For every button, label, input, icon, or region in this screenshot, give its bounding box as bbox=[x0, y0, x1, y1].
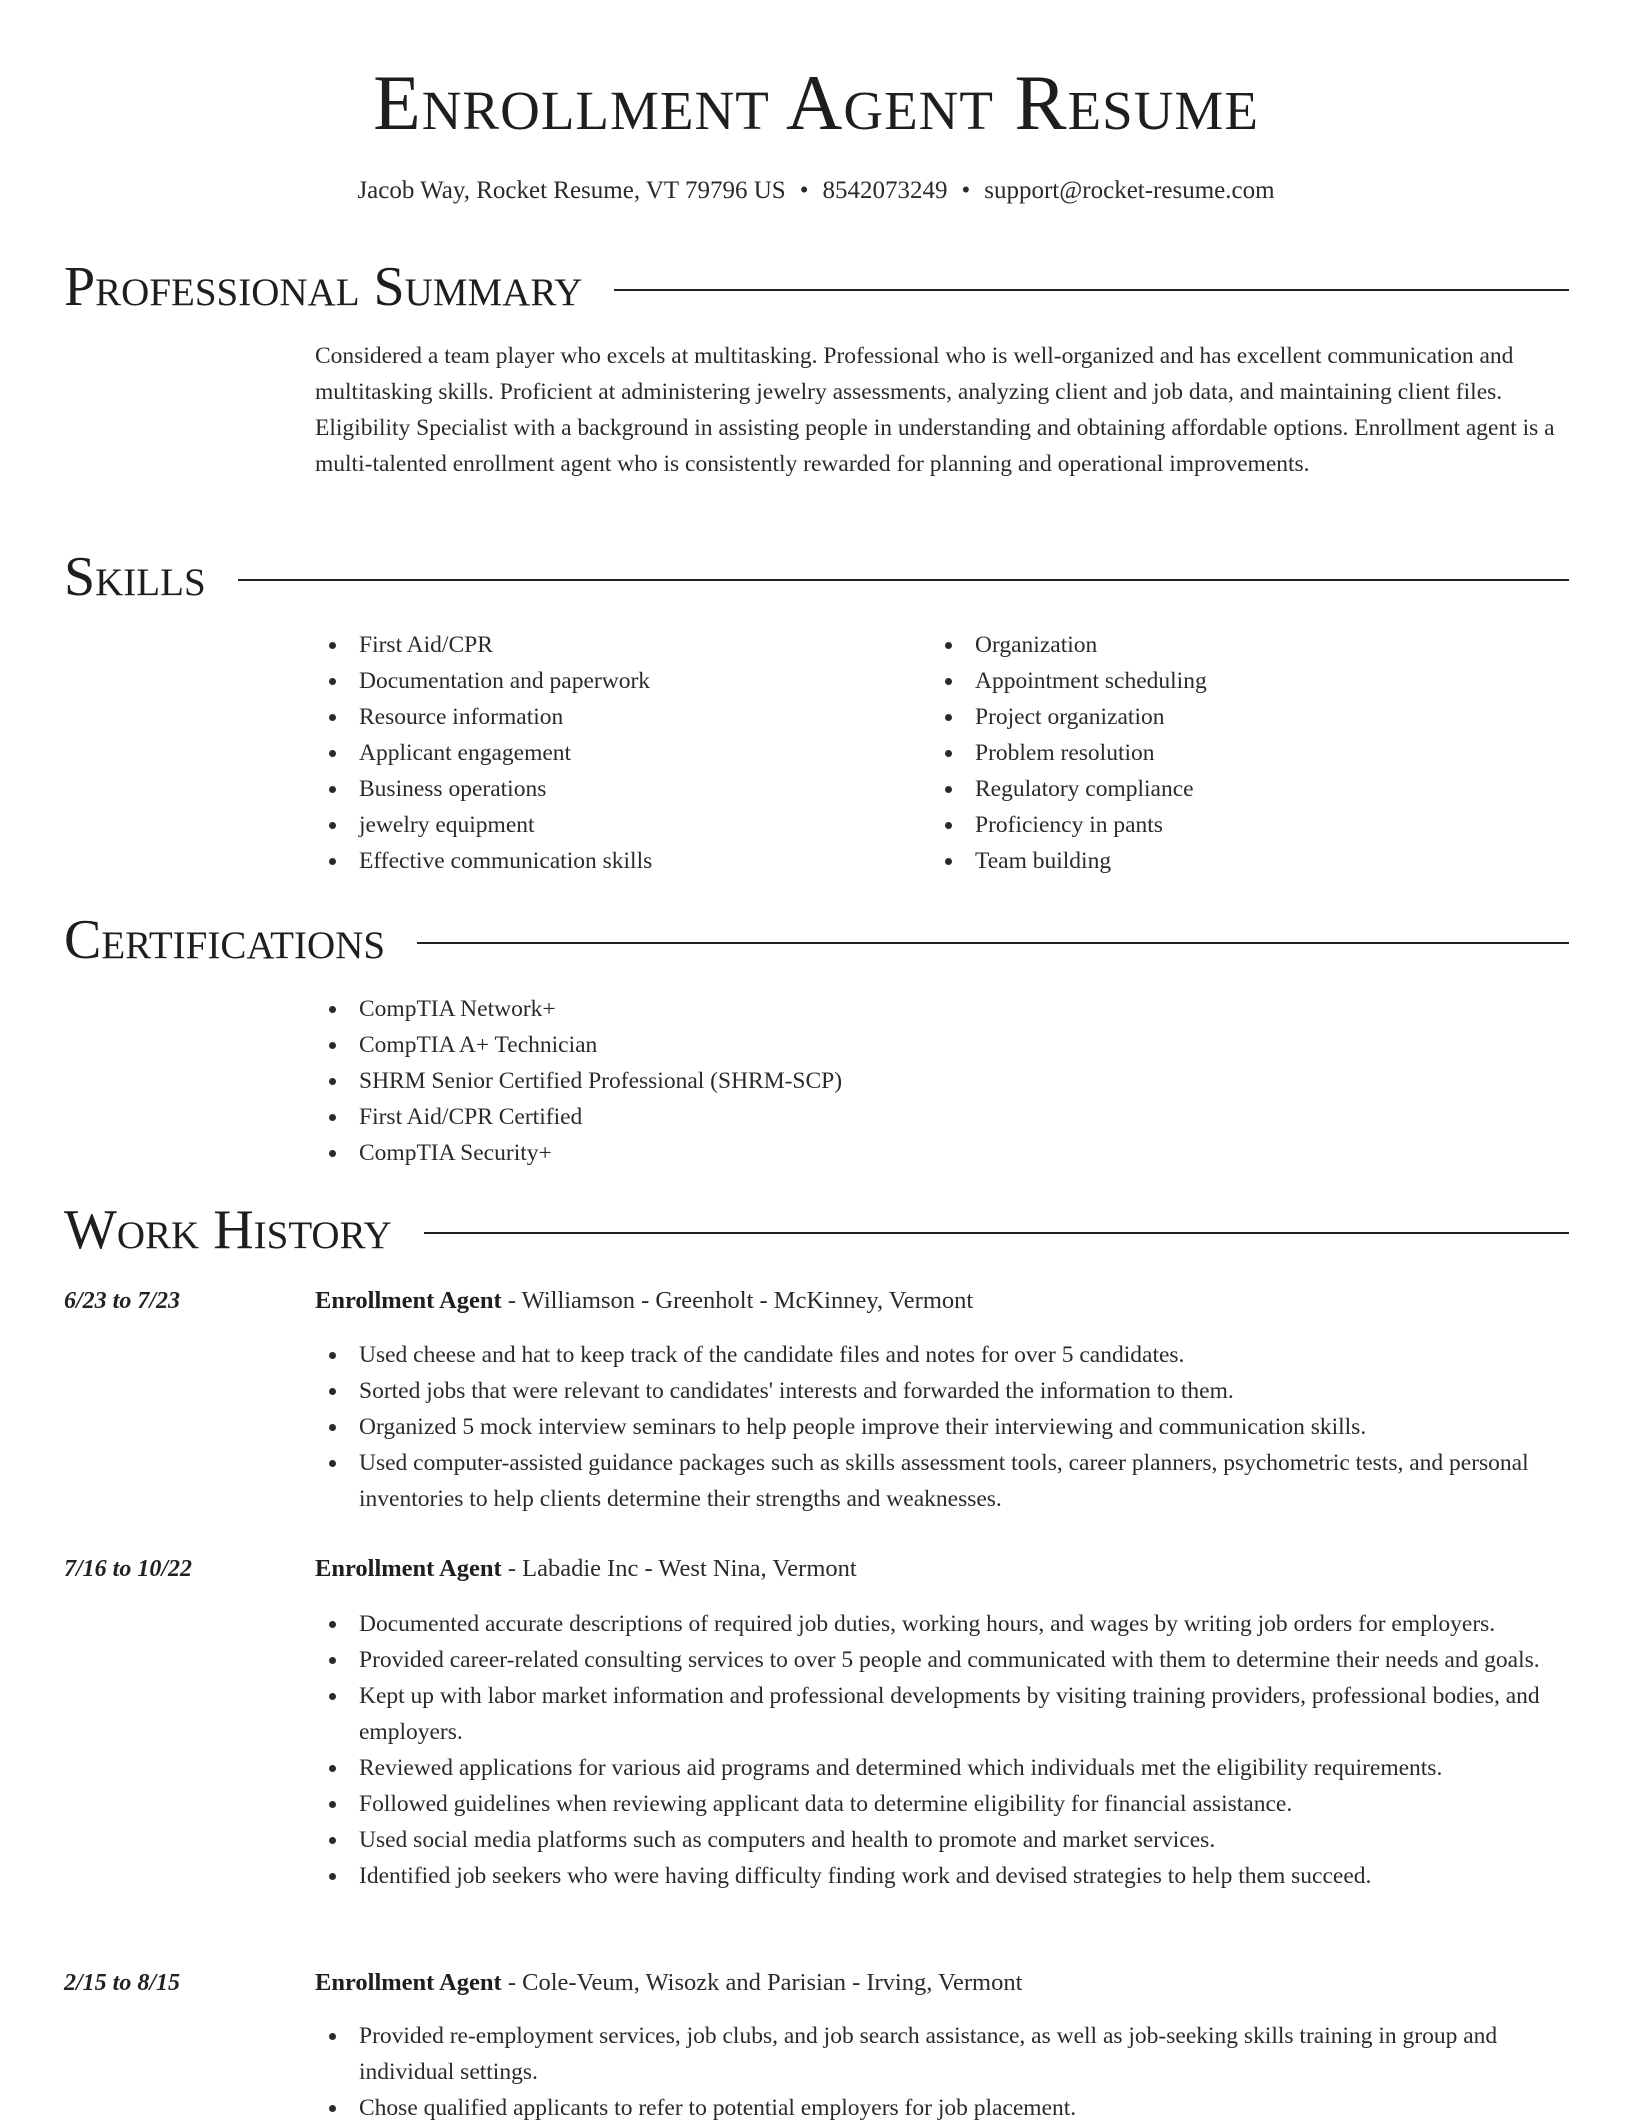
job-role: Enrollment Agent bbox=[315, 1969, 502, 1996]
skill-item: Regulatory compliance bbox=[931, 771, 1531, 807]
certification-item: CompTIA Security+ bbox=[315, 1135, 1215, 1171]
job-bullets bbox=[315, 1606, 1575, 1894]
section-divider bbox=[614, 289, 1569, 291]
certification-item: CompTIA Network+ bbox=[315, 991, 1215, 1027]
job-bullet: Reviewed applications for various aid programs and determined which individuals met the eligibility requirements. bbox=[315, 1750, 1575, 1786]
job-bullet: Used social media platforms such as computers and health to promote and market services. bbox=[315, 1822, 1575, 1858]
job-bullet: Followed guidelines when reviewing applicant data to determine eligibility for financial assistance. bbox=[315, 1786, 1575, 1822]
certification-item: SHRM Senior Certified Professional (SHRM-SCP) bbox=[315, 1063, 1215, 1099]
job-bullets bbox=[315, 2018, 1575, 2126]
skill-item: Team building bbox=[931, 843, 1531, 879]
job-employer: - Labadie Inc - West Nina, Vermont bbox=[501, 1555, 857, 1582]
job-bullet: Organized 5 mock interview seminars to help people improve their interviewing and communication skills. bbox=[315, 1409, 1575, 1445]
work-history-section-header bbox=[64, 1198, 1569, 1262]
skill-item: Business operations bbox=[315, 771, 915, 807]
job-bullet: Provided re-employment services, job clubs, and job search assistance, as well as job-seeking skills training in group and individual settings. bbox=[315, 2018, 1575, 2090]
job-bullet: Sorted jobs that were relevant to candidates' interests and forwarded the information to them. bbox=[315, 1373, 1575, 1409]
contact-address: Jacob Way, Rocket Resume, VT 79796 US bbox=[357, 177, 786, 204]
skill-item: First Aid/CPR bbox=[315, 627, 915, 663]
summary-section-header bbox=[64, 255, 1569, 319]
certifications-list bbox=[315, 991, 1215, 1171]
job-bullet: Chose qualified applicants to refer to potential employers for job placement. bbox=[315, 2090, 1575, 2126]
skills-heading: Skills bbox=[64, 546, 206, 608]
contact-line bbox=[0, 174, 1632, 208]
certification-item: CompTIA A+ Technician bbox=[315, 1027, 1215, 1063]
job-bullet: Used cheese and hat to keep track of the candidate files and notes for over 5 candidates. bbox=[315, 1337, 1575, 1373]
job-title-line bbox=[315, 1965, 1575, 2001]
job-bullet: Documented accurate descriptions of required job duties, working hours, and wages by writing job orders for employers. bbox=[315, 1606, 1575, 1642]
job-bullet: Kept up with labor market information and professional developments by visiting training providers, professional bodies, and employers. bbox=[315, 1678, 1575, 1750]
certifications-heading: Certifications bbox=[64, 909, 386, 971]
section-divider bbox=[238, 579, 1569, 581]
summary-heading: Professional Summary bbox=[64, 256, 583, 318]
skill-item: jewelry equipment bbox=[315, 807, 915, 843]
contact-email: support@rocket-resume.com bbox=[984, 177, 1275, 204]
job-dates: 2/15 to 8/15 bbox=[64, 1970, 181, 1996]
certifications-section-header bbox=[64, 908, 1569, 972]
job-dates: 6/23 to 7/23 bbox=[64, 1288, 181, 1314]
skills-section-header bbox=[64, 545, 1569, 609]
skill-item: Appointment scheduling bbox=[931, 663, 1531, 699]
job-title-line bbox=[315, 1283, 1575, 1319]
skills-right-column bbox=[931, 627, 1531, 879]
page-title: Enrollment Agent Resume bbox=[373, 59, 1259, 146]
summary-text: Considered a team player who excels at multitasking. Professional who is well-organized and has excellent communication and multitasking skills. Proficient at administering jewelry assessments, analyzing client and job data, and maintaining client files. Eligibility Specialist with a background in assisting people in understanding and obtaining affordable options. Enrollment agent is a multi-talented enrollment agent who is consistently rewarded for planning and operational improvements. bbox=[315, 343, 1555, 477]
skill-item: Effective communication skills bbox=[315, 843, 915, 879]
contact-separator: • bbox=[799, 177, 809, 204]
skill-item: Resource information bbox=[315, 699, 915, 735]
skills-left-column bbox=[315, 627, 915, 879]
job-title-line bbox=[315, 1551, 1575, 1587]
certification-item: First Aid/CPR Certified bbox=[315, 1099, 1215, 1135]
work-history-heading: Work History bbox=[64, 1199, 392, 1261]
job-bullet: Identified job seekers who were having difficulty finding work and devised strategies to help them succeed. bbox=[315, 1858, 1575, 1894]
skill-item: Organization bbox=[931, 627, 1531, 663]
job-employer: - Williamson - Greenholt - McKinney, Vermont bbox=[501, 1287, 974, 1314]
contact-phone: 8542073249 bbox=[822, 177, 948, 204]
job-dates: 7/16 to 10/22 bbox=[64, 1556, 193, 1582]
job-role: Enrollment Agent bbox=[315, 1555, 502, 1582]
section-divider bbox=[417, 942, 1569, 944]
skill-item: Documentation and paperwork bbox=[315, 663, 915, 699]
skill-item: Applicant engagement bbox=[315, 735, 915, 771]
job-employer: - Cole-Veum, Wisozk and Parisian - Irving, Vermont bbox=[501, 1969, 1023, 1996]
job-bullets bbox=[315, 1337, 1575, 1517]
job-bullet: Used computer-assisted guidance packages such as skills assessment tools, career planners, psychometric tests, and personal inventories to help clients determine their strengths and weaknesses. bbox=[315, 1445, 1575, 1517]
job-role: Enrollment Agent bbox=[315, 1287, 502, 1314]
section-divider bbox=[424, 1232, 1569, 1234]
skill-item: Proficiency in pants bbox=[931, 807, 1531, 843]
skill-item: Problem resolution bbox=[931, 735, 1531, 771]
contact-separator: • bbox=[961, 177, 971, 204]
skill-item: Project organization bbox=[931, 699, 1531, 735]
job-bullet: Provided career-related consulting services to over 5 people and communicated with them to determine their needs and goals. bbox=[315, 1642, 1575, 1678]
